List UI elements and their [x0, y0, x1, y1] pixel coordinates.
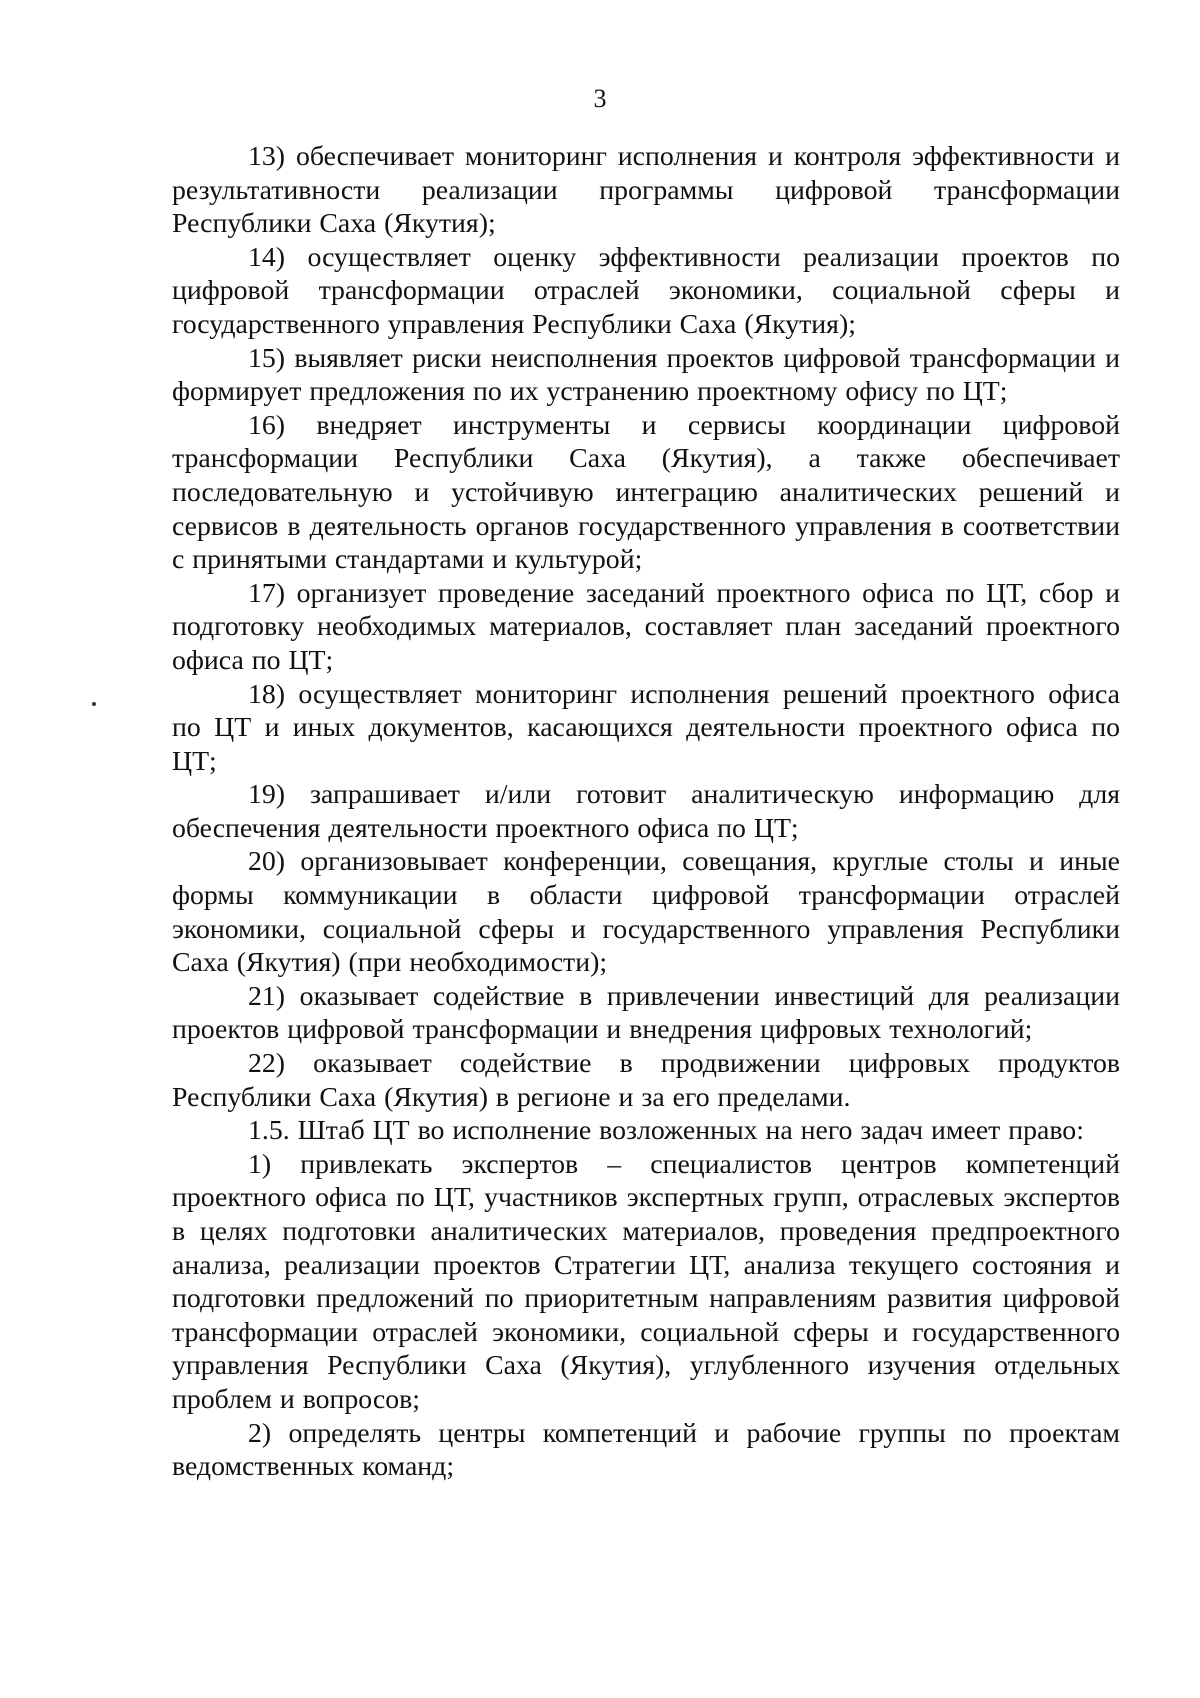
scan-speck	[92, 702, 96, 706]
paragraph-18: 18) осуществляет мониторинг исполнения решений проектного офиса по ЦТ и иных документов, касающихся деятельности проектного офиса по ЦТ;	[172, 678, 1120, 777]
paragraph-20: 20) организовывает конференции, совещания, круглые столы и иные формы коммуникации в области цифровой трансформации отраслей экономики, социальной сферы и государственного управления Республики Саха (Якутия) (при необходимости);	[172, 846, 1120, 979]
document-body	[172, 140, 1120, 1484]
paragraph-19: 19) запрашивает и/или готовит аналитическую информацию для обеспечения деятельности проектного офиса по ЦТ;	[172, 779, 1120, 844]
section-1-5-heading: 1.5. Штаб ЦТ во исполнение возложенных на него задач имеет право:	[248, 1115, 1084, 1147]
right-item-1: 1) привлекать экспертов – специалистов центров компетенций проектного офиса по ЦТ, участников экспертных групп, отраслевых экспертов в целях подготовки аналитических материалов, проведения предпроектного анализа, реализации проектов Стратегии ЦТ, анализа текущего состояния и подготовки предложений по приоритетным направлениям развития цифровой трансформации отраслей экономики, социальной сферы и государственного управления Республики Саха (Якутия), углубленного изучения отдельных проблем и вопросов;	[172, 1148, 1120, 1415]
paragraph-14: 14) осуществляет оценку эффективности реализации проектов по цифровой трансформации отраслей экономики, социальной сферы и государственного управления Республики Саха (Якутия);	[172, 241, 1120, 340]
paragraph-16: 16) внедряет инструменты и сервисы координации цифровой трансформации Республики Саха (Якутия), а также обеспечивает последовательную и устойчивую интеграцию аналитических решений и сервисов в деятельность органов государственного управления в соответствии с принятыми стандартами и культурой;	[172, 409, 1120, 576]
paragraph-17: 17) организует проведение заседаний проектного офиса по ЦТ, сбор и подготовку необходимых материалов, составляет план заседаний проектного офиса по ЦТ;	[172, 577, 1120, 676]
right-item-2: 2) определять центры компетенций и рабочие группы по проектам ведомственных команд;	[172, 1417, 1120, 1483]
paragraph-15: 15) выявляет риски неисполнения проектов цифровой трансформации и формирует предложения по их устранению проектному офису по ЦТ;	[172, 342, 1120, 408]
page-number: 3	[593, 84, 607, 113]
paragraph-22: 22) оказывает содействие в продвижении цифровых продуктов Республики Саха (Якутия) в регионе и за его пределами.	[172, 1048, 1120, 1113]
paragraph-21: 21) оказывает содействие в привлечении инвестиций для реализации проектов цифровой трансформации и внедрения цифровых технологий;	[172, 980, 1120, 1046]
paragraph-13: 13) обеспечивает мониторинг исполнения и контроля эффективности и результативности реализации программы цифровой трансформации Республики Саха (Якутия);	[172, 141, 1120, 240]
